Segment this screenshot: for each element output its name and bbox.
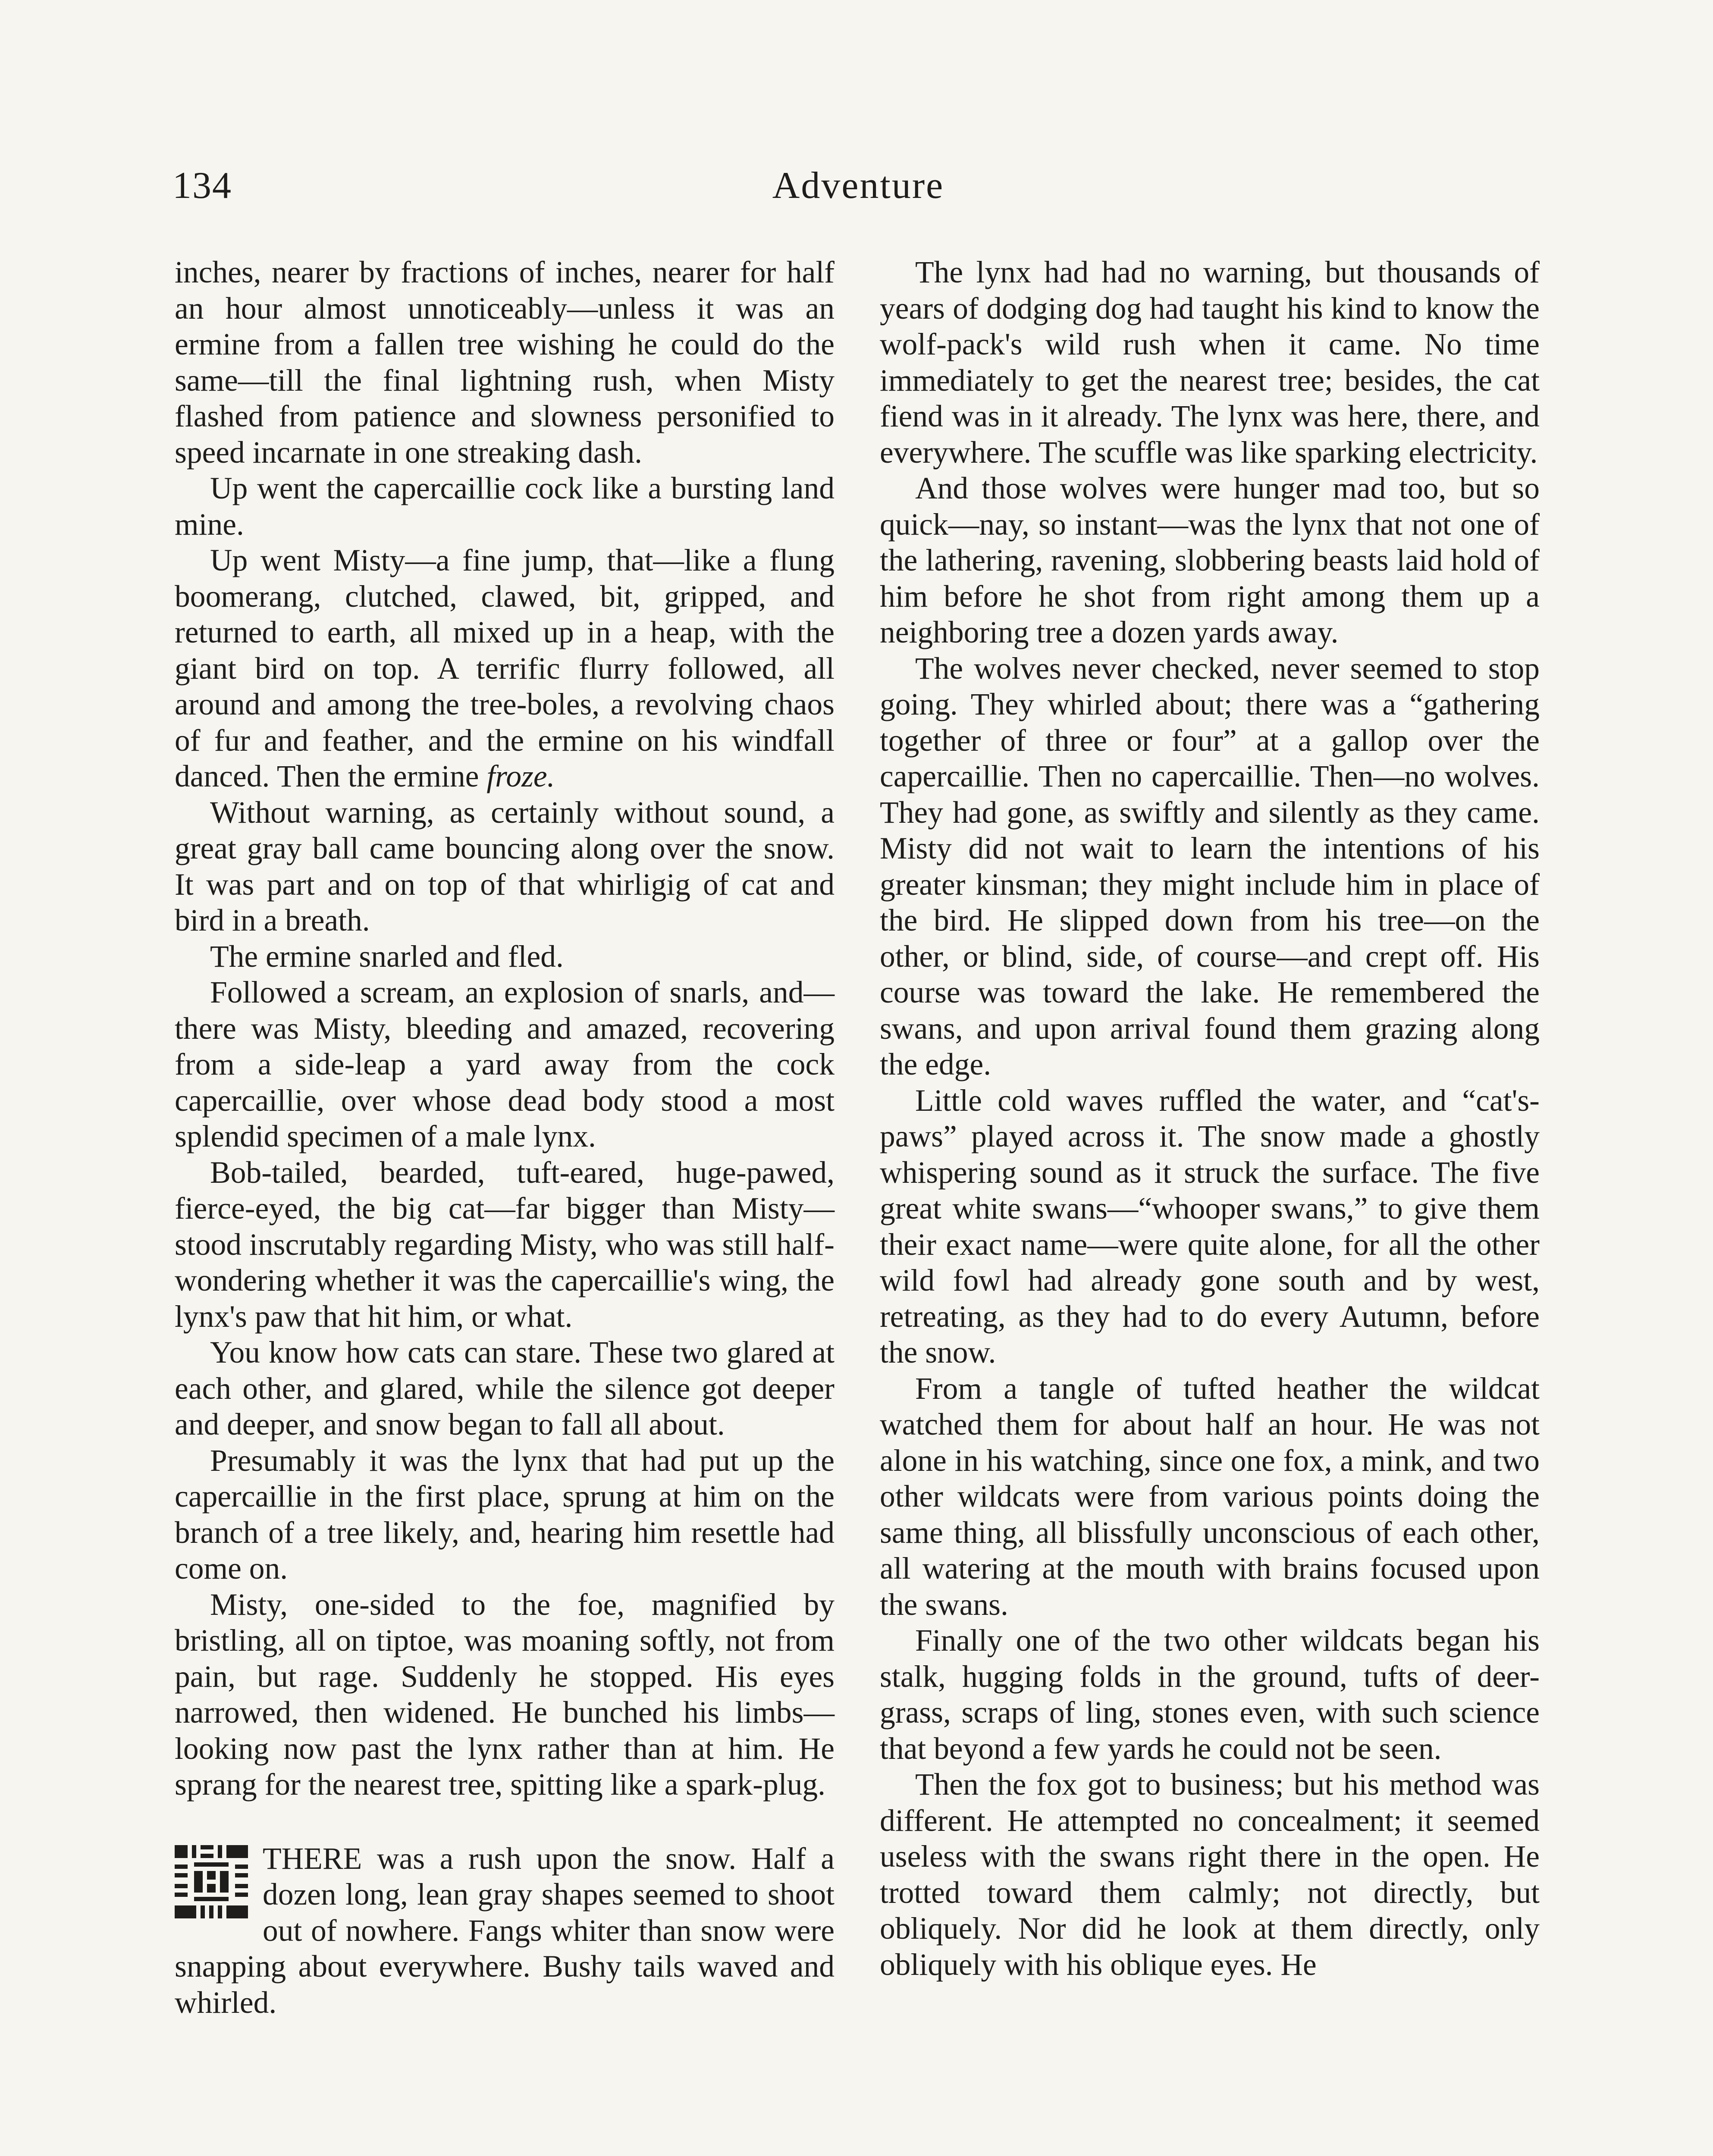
emphasis-text: froze.: [486, 759, 555, 793]
paragraph: Finally one of the two other wildcats began his stalk, hugging folds in the ground, tufts of deer-grass, scraps of ling, stones even, with such science that beyond a few yards he could not be seen.: [880, 1623, 1540, 1766]
paragraph: Without warning, as certainly without sound, a great gray ball came bouncing along over the snow. It was part and on top of that whirligig of cat and bird in a breath.: [175, 795, 835, 937]
paragraph: Then the fox got to business; but his method was different. He attempted no concealment; it seemed useless with the swans right there in the open. He trotted toward them calmly; not directly, but obliquely. Nor did he look at them directly, only obliquely with his oblique eyes. He: [880, 1767, 1540, 1982]
left-column: [175, 254, 835, 2021]
paragraph: You know how cats can stare. These two glared at each other, and glared, while the silence got deeper and deeper, and snow began to fall all about.: [175, 1335, 835, 1442]
paragraph: The lynx had had no warning, but thousands of years of dodging dog had taught his kind to know the wolf-pack's wild rush when it came. No time immediately to get the nearest tree; besides, the cat fiend was in it already. The lynx was here, there, and everywhere. The scuffle was like sparking electricity.: [880, 255, 1540, 470]
paragraph: The wolves never checked, never seemed to stop going. They whirled about; there was a “gathering together of three or four” at a gallop over the capercaillie. Then no capercaillie. Then—no wolves. They had gone, as swiftly and silently as they came. Misty did not wait to learn the intentions of his greater kinsman; they might include him in place of the bird. He slipped down from his tree—on the other, or blind, side, of course—and crept off. His course was toward the lake. He remembered the swans, and upon arrival found them grazing along the edge.: [880, 651, 1540, 1081]
paragraph: [175, 542, 835, 795]
paragraph: From a tangle of tufted heather the wildcat watched them for about half an hour. He was not alone in his watching, since one fox, a mink, and two other wildcats were from various points doing the same thing, all blissfully unconscious of each other, all watering at the mouth with brains focused upon the swans.: [880, 1371, 1540, 1622]
paragraph: Up went the capercaillie cock like a bursting land mine.: [175, 471, 835, 542]
running-title: Adventure: [772, 165, 944, 207]
paragraph: Little cold waves ruffled the water, and “cat's-paws” played across it. The snow made a ghostly whispering sound as it struck the surface. The five great white swans—“whooper swans,” to give them their exact name—were quite alone, for all the other wild fowl had already gone south and by west, retreating, as they had to do every Autumn, before the snow.: [880, 1083, 1540, 1369]
page-number: 134: [173, 165, 232, 207]
page-header: [173, 164, 1544, 224]
section-start-paragraph: [175, 1841, 835, 2021]
paragraph: And those wolves were hunger mad too, but so quick—nay, so instant—was the lynx that not one of the lathering, ravening, slobbering beasts laid hold of him before he shot from right among them up a neighboring tree a dozen yards away.: [880, 471, 1540, 649]
section-break-ornament-icon: [175, 1845, 248, 1918]
paragraph: inches, nearer by fractions of inches, nearer for half an hour almost unnoticeably—unless it was an ermine from a fallen tree wishing he could do the same—till the final lightning rush, when Misty flashed from patience and slowness personified to speed incarnate in one streaking dash.: [175, 255, 835, 470]
paragraph: The ermine snarled and fled.: [210, 939, 564, 974]
right-column: [880, 254, 1540, 1983]
paragraph-text: Up went Misty—a fine jump, that—like a flung boomerang, clutched, clawed, bit, gripped, and returned to earth, all mixed up in a heap, with the giant bird on top. A terrific flurry followed, all around and among the tree-boles, a revolving chaos of fur and feather, and the ermine on his windfall danced. Then the ermine: [175, 543, 835, 793]
paragraph: Presumably it was the lynx that had put up the capercaillie in the first place, sprung at him on the branch of a tree likely, and, hearing him resettle had come on.: [175, 1443, 835, 1586]
paragraph-text: THERE was a rush upon the snow. Half a dozen long, lean gray shapes seemed to shoot out of nowhere. Fangs whiter than snow were snapping about everywhere. Bushy tails waved and whirled.: [175, 1841, 835, 2020]
paragraph: Bob-tailed, bearded, tuft-eared, huge-pawed, fierce-eyed, the big cat—far bigger than Misty—stood inscrutably regarding Misty, who was still half-wondering whether it was the capercaillie's wing, the lynx's paw that hit him, or what.: [175, 1155, 835, 1334]
paragraph: Misty, one-sided to the foe, magnified by bristling, all on tiptoe, was moaning softly, not from pain, but rage. Suddenly he stopped. His eyes narrowed, then widened. He bunched his limbs—looking now past the lynx rather than at him. He sprang for the nearest tree, spitting like a spark-plug.: [175, 1587, 835, 1802]
paragraph: Followed a scream, an explosion of snarls, and—there was Misty, bleeding and amazed, recovering from a side-leap a yard away from the cock capercaillie, over whose dead body stood a most splendid specimen of a male lynx.: [175, 975, 835, 1153]
